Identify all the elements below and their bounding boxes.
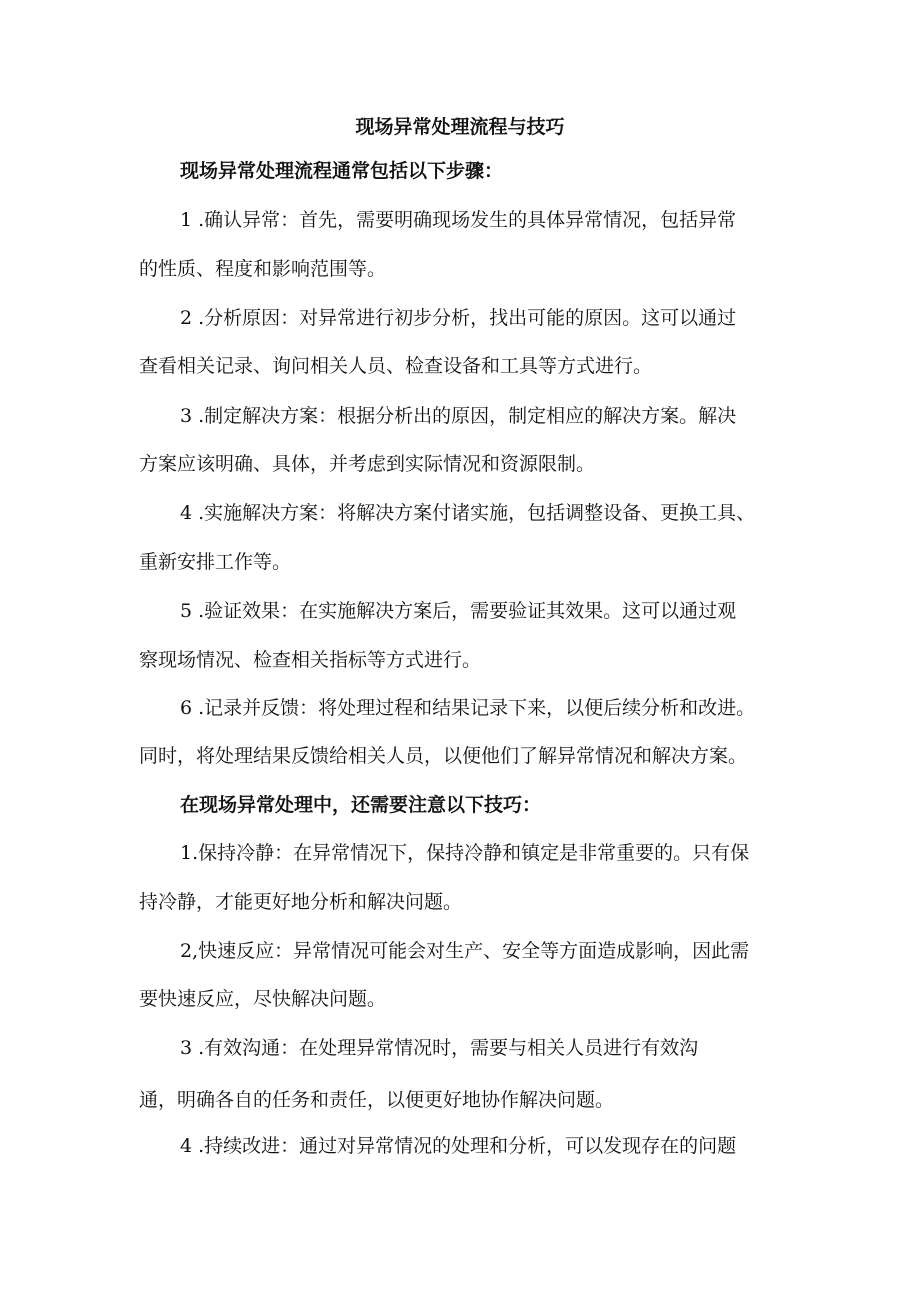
tip-1-line-2: 持冷静，才能更好地分析和解决问题。 (139, 891, 463, 913)
step-3-line-2: 方案应该明确、具体，并考虑到实际情况和资源限制。 (139, 453, 596, 475)
step-6-line-2: 同时，将处理结果反馈给相关人员，以便他们了解异常情况和解决方案。 (139, 745, 748, 767)
step-5-line-1: 5 .验证效果：在实施解决方案后，需要验证其效果。这可以通过观 (180, 600, 737, 622)
section2-heading: 在现场异常处理中，还需要注意以下技巧： (180, 794, 542, 816)
step-3-line-1: 3 .制定解决方案：根据分析出的原因，制定相应的解决方案。解决 (180, 405, 737, 427)
section1-heading: 现场异常处理流程通常包括以下步骤： (180, 160, 504, 182)
tip-3-line-2: 通，明确各自的任务和责任，以便更好地协作解决问题。 (139, 1089, 615, 1111)
tip-2-line-1: 2,快速反应：异常情况可能会对生产、安全等方面造成影响，因此需 (180, 940, 750, 962)
step-5-line-2: 察现场情况、检查相关指标等方式进行。 (139, 649, 482, 671)
tip-1-line-1: 1.保持冷静：在异常情况下，保持冷静和镇定是非常重要的。只有保 (180, 842, 750, 864)
tip-4-line-1: 4 .持续改进：通过对异常情况的处理和分析，可以发现存在的问题 (180, 1135, 737, 1157)
step-2-line-1: 2 .分析原因：对异常进行初步分析，找出可能的原因。这可以通过 (180, 307, 737, 329)
step-4-line-2: 重新安排工作等。 (139, 551, 292, 573)
step-4-line-1: 4 .实施解决方案：将解决方案付诸实施，包括调整设备、更换工具、 (180, 502, 756, 524)
document-title: 现场异常处理流程与技巧 (355, 116, 565, 138)
step-2-line-2: 查看相关记录、询问相关人员、检查设备和工具等方式进行。 (139, 355, 653, 377)
step-6-line-1: 6 .记录并反馈：将处理过程和结果记录下来，以便后续分析和改进。 (180, 697, 756, 719)
step-1-line-1: 1 .确认异常：首先，需要明确现场发生的具体异常情况，包括异常 (180, 209, 737, 231)
step-1-line-2: 的性质、程度和影响范围等。 (139, 258, 387, 280)
tip-2-line-2: 要快速反应，尽快解决问题。 (139, 988, 387, 1010)
tip-3-line-1: 3 .有效沟通：在处理异常情况时，需要与相关人员进行有效沟 (180, 1037, 699, 1059)
